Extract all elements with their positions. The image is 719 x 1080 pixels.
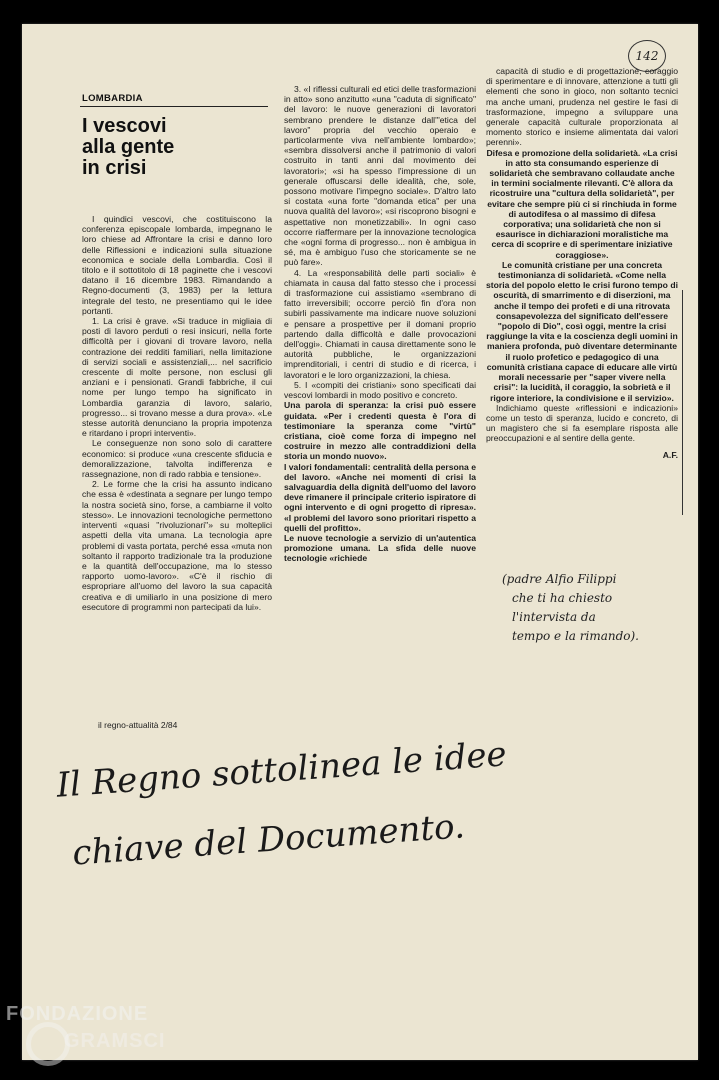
col3-subhead-para: Le comunità cristiane per una concreta testimonianza di solidarietà. «Come nella storia del popolo eletto le crisi furono tempo di oscurità, di smarrimento e di diserzioni, ma anche il tempo dei profeti e di una ritrovata consapevolezza del significato dell'essere "popolo di Dio", così oggi, mentre la crisi raggiunge la vita e la coscienza degli uomini in maniera profonda, può diventare determinante il ruolo profetico e pedagogico di una comunità cristiana capace di educare alle virtù morali necessarie per "saper vivere nella crisi": la lucidità, il coraggio, la sobrietà e il rigore interiore, la condivisione e il servizio». — [486, 259, 678, 403]
col3-para: capacità di studio e di progettazione, coraggio di sperimentare e di innovare, attenzione a tutti gli elementi che sono in gioco, non soltanto tecnici ma anche umani, prudenza nel gestire le fasi di trasformazione, impegno a sviluppare una generale capacità culturale proporzionata al momento storico e insieme alimentata dai valori perenni». — [486, 66, 678, 148]
handwritten-line-2: chiave del Documento. — [71, 806, 466, 874]
source-footer: il regno-attualità 2/84 — [98, 720, 178, 730]
column-2 — [284, 84, 476, 706]
col2-subhead-para: Una parola di speranza: la crisi può essere guidata. «Per i credenti questa è l'ora di testimoniare la speranza come "virtù" cristiana, cioè come forza di impegno nel costruire in mezzo alle contraddizioni della storia un mondo nuovo». — [284, 400, 476, 462]
article-title: I vescovi alla gente in crisi — [82, 115, 175, 179]
col2-subhead-para: I valori fondamentali: centralità della persona e del lavoro. «Anche nei momenti di crisi la salvaguardia della dignità dell'uomo del lavoro deve rimanere il principale criterio ispiratore di ogni intervento e di ogni progetto di ripresa». «I problemi del lavoro sono prioritari rispetto a quelli del profitto». — [284, 461, 476, 533]
col2-para: 3. «I riflessi culturali ed etici delle trasformazioni in atto» sono anzitutto «una "caduta di significato" del lavoro: le nuove generazioni di lavoratori sembrano prendere le distanze dall'"etica del lavoro" propria del vecchio operaio e particolarmente viva nell'ambiente lombardo»; «sembra dissolversi anche il patrimonio di valori costruito in tanti anni dal movimento dei lavoratori»; «si ha spesso l'impressione di un generale offuscarsi delle idealità, che, sole, possono motivare l'impegno sociale». D'altro lato si costata «una forte "domanda etica" per una nuova qualità del lavoro»; «si riscoprono bisogni e aspettative non monetizzabili». In ogni caso occorre riaffermare per la innovazione tecnologica che «ogni forma di progresso... non è ambigua in sé, ma è ambiguo l'uso che storicamente se ne può fare». — [284, 84, 476, 268]
col1-para: 1. La crisi è grave. «Si traduce in migliaia di posti di lavoro perduti o resi insicuri, nella forte difficoltà per i giovani di trovare lavoro, nella contrazione dei redditi familiari, nella limitazione di servizi sociali e assistenziali,... nel sacrificio crescente di molte persone, non esclusi gli anziani e i pensionati. Grandi fabbriche, il cui nome per lungo tempo ha significato in Lombardia garanzia di lavoro, salario, progresso... si trovano messe a dura prova». «Le stesse autorità denunciano la propria impotenza e ritardano i propri interventi». — [82, 316, 272, 439]
note-line: tempo e la rimando). — [512, 629, 639, 643]
signature: A.F. — [662, 449, 678, 460]
margin-mark-line — [682, 290, 683, 515]
col1-para: Le conseguenze non sono solo di carattere economico: si produce «una crescente sfiducia e demoralizzazione, talvolta indifferenza e rassegnazione, non di rado rabbia e tensione». — [82, 438, 272, 480]
section-rule — [80, 106, 268, 107]
col2-subhead-para: Le nuove tecnologie a servizio di un'autentica promozione umana. La sfida delle nuove tecnologie «richiede — [284, 532, 476, 564]
watermark-line-1: FONDAZIONE — [6, 1003, 149, 1025]
watermark-line-2: GRAMSCI — [64, 1030, 166, 1052]
col2-para: 4. La «responsabilità delle parti sociali» è chiamata in causa dal fatto stesso che i processi di trasformazione cui assistiamo «sembrano di fatto irreversibili; occorre perciò fin d'ora non subirli passivamente ma indicare nuove soluzioni e pensare a prospettive per il domani proprio partendo dalla difficoltà e dalle provocazioni dell'oggi». Chiamati in causa direttamente sono le autorità pubbliche, le organizzazioni imprenditoriali, i centri di studio e di ricerca, i lavoratori e le loro organizzazioni, la chiesa. — [284, 267, 476, 380]
section-kicker: LOMBARDIA — [82, 93, 143, 104]
col1-para: 2. Le forme che la crisi ha assunto indicano che essa è «destinata a segnare per lungo tempo la nostra società sino, forse, a cambiarne il volto stesso». Le innovazioni tecnologiche permettono interventi «quasi "rivoluzionari"» su molteplici aspetti della vita umana. La tecnologia apre problemi di vasta portata, perché essa «muta non soltanto il rapporto tradizionale tra la produzione e la quantità dell'occupazione, ma lo stesso rapporto uomo-lavoro». «C'è il rischio di espropriare all'uomo del lavoro la sua capacità creativa e di umiliarlo in una posizione di mero esecutore di programmi non partecipati da lui». — [82, 479, 272, 612]
note-line: l'intervista da — [512, 610, 596, 624]
note-line: (padre Alfio Filippi — [502, 572, 617, 586]
col3-para: Indichiamo queste «riflessioni e indicazioni» come un testo di speranza, lucido e concreto, di un magistero che si fa esemplare risposta alle preoccupazioni e al sentire della gente. — [486, 402, 678, 444]
column-3 — [486, 66, 678, 566]
note-line: che ti ha chiesto — [512, 591, 613, 605]
archive-number: 142 — [628, 40, 666, 72]
col1-para: I quindici vescovi, che costituiscono la conferenza episcopale lombarda, impegnano le loro chiese ad Affrontare la crisi e danno loro delle Riflessioni e indicazioni sulla situazione economica e sociale della Lombardia. Così il titolo e il sottotitolo di 18 paginette che i vescovi datano il 16 dicembre 1983. Rimandando a Regno-documenti (3, 1983) per la lettura integrale del testo, ne presentiamo qui le idee portanti. — [82, 214, 272, 316]
col2-para: 5. I «compiti dei cristiani» sono specificati dai vescovi lombardi in modo positivo e concreto. — [284, 379, 476, 401]
col3-subhead-para: Difesa e promozione della solidarietà. «La crisi in atto sta consumando esperienze di solidarietà che sembravano collaudate anche in termini socialmente rilevanti. C'è allora da ricostruire una "cultura della solidarietà", per evitare che sempre più ci si rinchiuda in forme di autodifesa o al massimo di difesa corporativa; una solidarietà che non si esaurisce in dichiarazioni moralistiche ma cerca di scoprire e di sperimentare iniziative coraggiose». — [486, 147, 678, 260]
handwritten-note — [502, 570, 698, 646]
column-1 — [82, 214, 272, 710]
handwritten-line-1: Il Regno sottolinea le idee — [55, 734, 508, 806]
